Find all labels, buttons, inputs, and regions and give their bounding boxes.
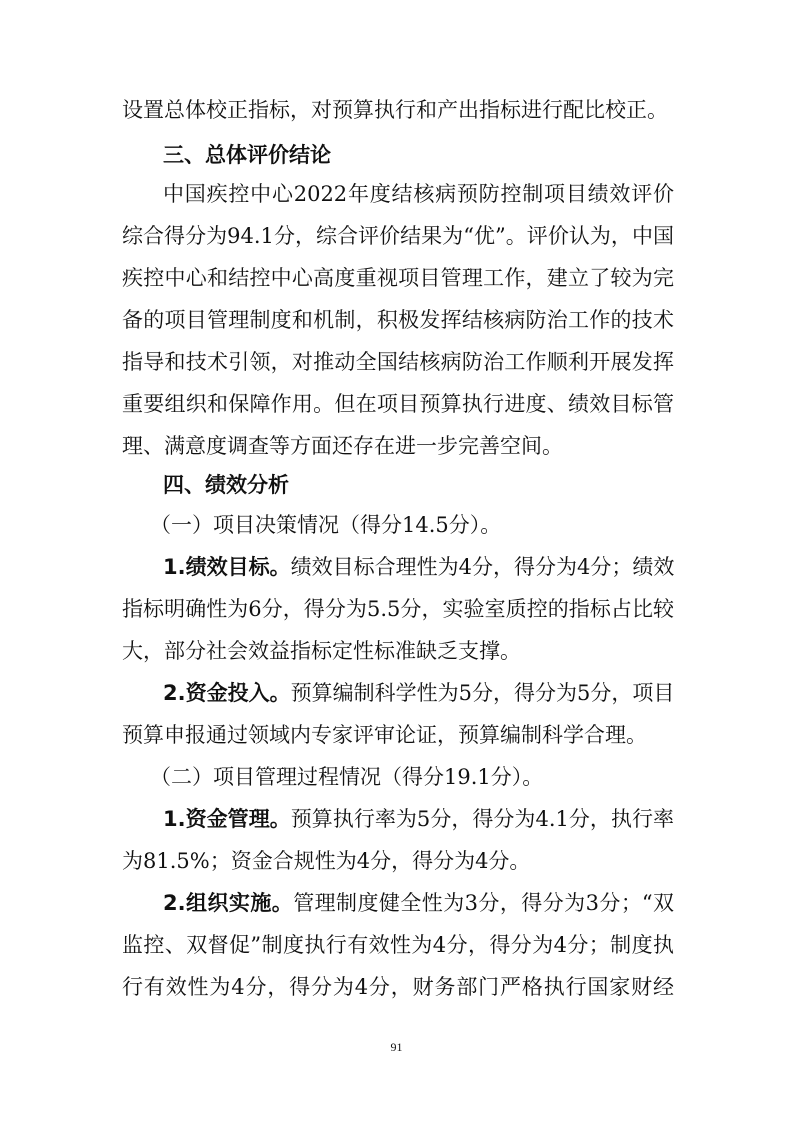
paragraph-line: 指导和技术引领，对推动全国结核病防治工作顺利开展发挥 xyxy=(122,350,674,374)
paragraph-line xyxy=(163,885,674,921)
item-text: 预算编制科学性为5分，得分为5分，项目 xyxy=(290,681,675,705)
paragraph-line: 重要组织和保障作用。但在项目预算执行进度、绩效目标管 xyxy=(122,392,674,416)
subsection-heading-1: （一）项目决策情况（得分14.5分）。 xyxy=(150,513,502,537)
paragraph-line xyxy=(163,675,674,711)
paragraph-line xyxy=(163,801,674,837)
subsection-heading-2: （二）项目管理过程情况（得分19.1分）。 xyxy=(150,765,544,789)
paragraph-line: 监控、双督促”制度执行有效性为4分，得分为4分；制度执 xyxy=(122,933,674,957)
paragraph-line: 疾控中心和结控中心高度重视项目管理工作，建立了较为完 xyxy=(122,266,674,290)
item-text: 绩效目标合理性为4分，得分为4分；绩效 xyxy=(290,555,675,579)
paragraph-line: 大，部分社会效益指标定性标准缺乏支撑。 xyxy=(122,639,521,663)
section-heading-3: 三、总体评价结论 xyxy=(163,143,331,167)
item-lead: 2.组织实施。 xyxy=(163,891,294,915)
paragraph-line: 设置总体校正指标，对预算执行和产出指标进行配比校正。 xyxy=(122,98,668,122)
paragraph-line: 中国疾控中心2022年度结核病预防控制项目绩效评价 xyxy=(163,182,674,206)
paragraph-line: 理、满意度调查等方面还存在进一步完善空间。 xyxy=(122,434,563,458)
section-heading-4: 四、绩效分析 xyxy=(163,473,289,497)
paragraph-line xyxy=(163,549,674,585)
paragraph-line: 为81.5%；资金合规性为4分，得分为4分。 xyxy=(122,849,531,873)
paragraph-line: 指标明确性为6分，得分为5.5分，实验室质控的指标占比较 xyxy=(122,597,674,621)
paragraph-line: 备的项目管理制度和机制，积极发挥结核病防治工作的技术 xyxy=(122,308,674,332)
item-lead: 1.资金管理。 xyxy=(163,807,291,831)
item-text: 预算执行率为5分，得分为4.1分，执行率 xyxy=(290,807,674,831)
page-number: 91 xyxy=(390,1040,403,1054)
paragraph-line: 预算申报通过领域内专家评审论证，预算编制科学合理。 xyxy=(122,723,647,747)
item-lead: 2.资金投入。 xyxy=(163,681,291,705)
item-text: 管理制度健全性为3分，得分为3分；“双 xyxy=(293,891,674,915)
paragraph-line: 行有效性为4分，得分为4分，财务部门严格执行国家财经 xyxy=(122,975,674,999)
item-lead: 1.绩效目标。 xyxy=(163,555,291,579)
paragraph-line: 综合得分为94.1分，综合评价结果为“优”。评价认为，中国 xyxy=(122,224,674,248)
